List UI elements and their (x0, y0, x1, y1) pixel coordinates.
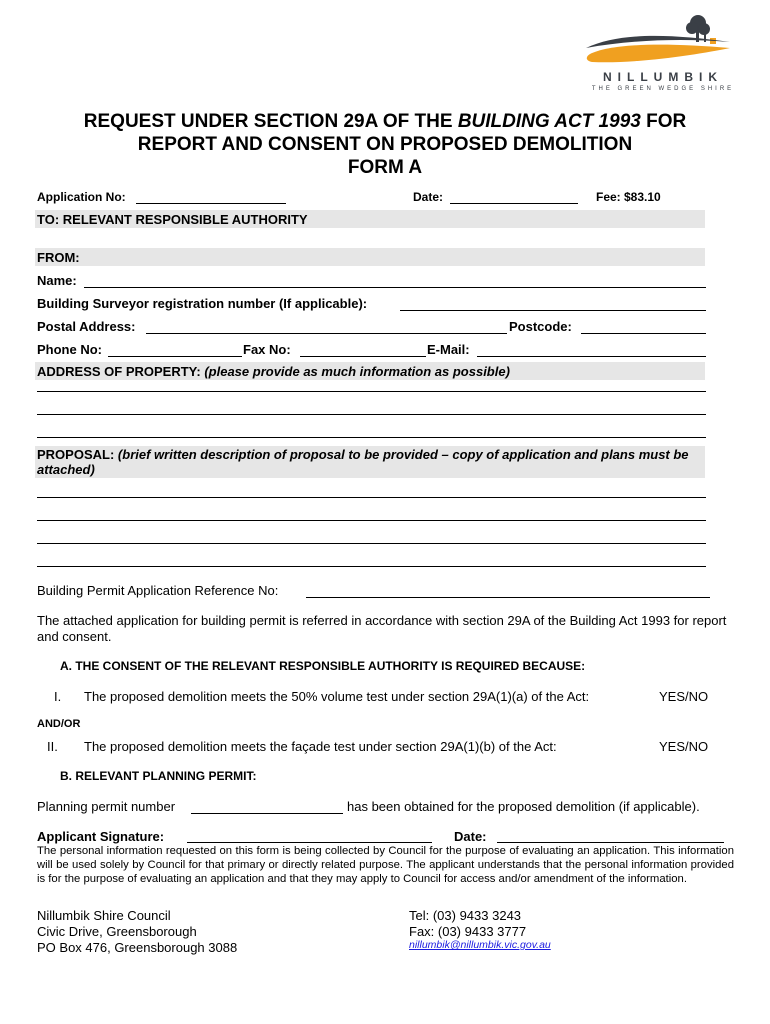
address-heading-hint: (please provide as much information as possible) (204, 364, 510, 379)
date-field[interactable] (450, 203, 578, 204)
logo-emblem-icon (580, 8, 740, 68)
contact-tel: Tel: (03) 9433 3243 (409, 908, 522, 923)
postal-address-label: Postal Address: (37, 319, 136, 334)
planning-permit-prefix: Planning permit number (37, 799, 176, 814)
surveyor-registration-field[interactable] (400, 310, 706, 311)
planning-permit-suffix: has been obtained for the proposed demolition (if applicable). (347, 799, 700, 814)
proposal-heading-hint: (brief written description of proposal to be provided – copy of application and plans must be attached) (37, 447, 689, 477)
proposal-heading-label: PROPOSAL: (37, 447, 115, 462)
section-a-item1-answer[interactable]: YES/NO (659, 689, 709, 704)
address-section-heading (37, 364, 510, 379)
section-a-item1-number: I. (54, 689, 62, 704)
email-field[interactable] (477, 356, 706, 357)
fee-label: Fee: $83.10 (596, 190, 661, 204)
from-section-band (35, 248, 705, 266)
proposal-line-4[interactable] (37, 566, 706, 567)
section-a-heading: A. THE CONSENT OF THE RELEVANT RESPONSIBLE AUTHORITY IS REQUIRED BECAUSE: (60, 659, 586, 673)
planning-permit-number-field[interactable] (191, 813, 343, 814)
logo-brand-text: NILLUMBIK (603, 70, 723, 84)
permit-reference-field[interactable] (306, 597, 710, 598)
to-section-heading: TO: RELEVANT RESPONSIBLE AUTHORITY (37, 212, 308, 227)
form-title-line3: FORM A (347, 157, 423, 178)
title-act-name: BUILDING ACT 1993 (457, 111, 641, 132)
contact-street: Civic Drive, Greensborough (37, 924, 197, 939)
contact-org: Nillumbik Shire Council (37, 908, 171, 923)
address-line-3[interactable] (37, 437, 706, 438)
logo-tagline-text: THE GREEN WEDGE SHIRE (591, 86, 735, 92)
contact-po-box: PO Box 476, Greensborough 3088 (37, 940, 238, 955)
signature-date-label: Date: (454, 829, 487, 844)
proposal-section-heading (37, 447, 703, 477)
signature-date-field[interactable] (497, 842, 724, 843)
address-line-2[interactable] (37, 414, 706, 415)
referral-paragraph: The attached application for building permit is referred in accordance with section 29A of the Building Act 1993 for report and consent. (37, 613, 727, 644)
form-title-line2: REPORT AND CONSENT ON PROPOSED DEMOLITION (137, 134, 633, 155)
phone-label: Phone No: (37, 342, 102, 357)
nillumbik-logo (580, 8, 740, 92)
fax-label: Fax No: (243, 342, 291, 357)
section-a-item2-text: The proposed demolition meets the façade test under section 29A(1)(b) of the Act: (84, 739, 557, 754)
name-field[interactable] (84, 287, 706, 288)
address-heading-label: ADDRESS OF PROPERTY: (37, 364, 201, 379)
andor-label: AND/OR (37, 718, 81, 730)
section-a-item1-text: The proposed demolition meets the 50% volume test under section 29A(1)(a) of the Act: (84, 689, 590, 704)
permit-reference-label: Building Permit Application Reference No: (37, 583, 279, 598)
email-label: E-Mail: (427, 342, 470, 357)
fax-field[interactable] (300, 356, 426, 357)
applicant-signature-label: Applicant Signature: (37, 829, 165, 844)
title-line1-post: FOR (640, 111, 687, 132)
privacy-notice: The personal information requested on this form is being collected by Council for the purpose of evaluating an application. This information will be used solely by Council for that primary or directly related purpose. The applicant understands that the personal information provided is for the purpose of evaluating an application and that they may apply to Council for access and/or amendment of the information. (37, 845, 734, 886)
contact-fax: Fax: (03) 9433 3777 (409, 924, 527, 939)
address-line-1[interactable] (37, 391, 706, 392)
form-title-line1 (0, 110, 770, 133)
postcode-label: Postcode: (509, 319, 572, 334)
surveyor-registration-label: Building Surveyor registration number (If applicable): (37, 296, 368, 311)
application-no-field[interactable] (136, 203, 286, 204)
section-a-item2-answer[interactable]: YES/NO (659, 739, 709, 754)
title-line1-pre: REQUEST UNDER SECTION 29A OF THE (83, 111, 458, 132)
contact-email-link[interactable]: nillumbik@nillumbik.vic.gov.au (409, 939, 551, 951)
proposal-line-2[interactable] (37, 520, 706, 521)
application-no-label: Application No: (37, 190, 126, 204)
section-a-item2-number: II. (47, 739, 58, 754)
phone-field[interactable] (108, 356, 242, 357)
name-label: Name: (37, 273, 77, 288)
date-label: Date: (413, 190, 444, 204)
postal-address-field[interactable] (146, 333, 507, 334)
from-section-heading: FROM: (37, 250, 80, 265)
applicant-signature-field[interactable] (187, 842, 432, 843)
proposal-line-3[interactable] (37, 543, 706, 544)
postcode-field[interactable] (581, 333, 706, 334)
proposal-line-1[interactable] (37, 497, 706, 498)
section-b-heading: B. RELEVANT PLANNING PERMIT: (60, 769, 257, 783)
